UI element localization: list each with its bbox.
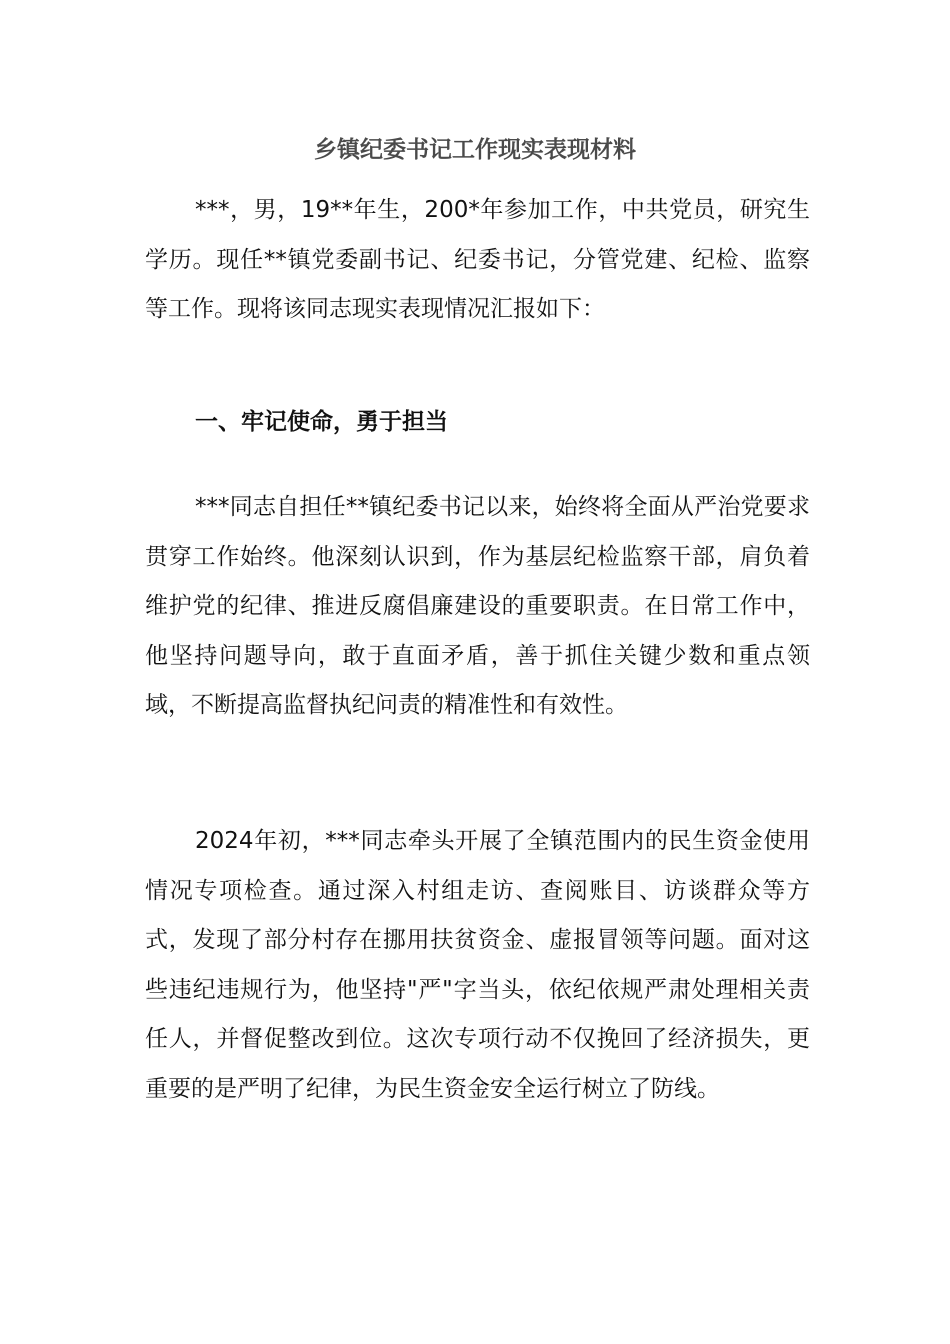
section-heading: 一、牢记使命，勇于担当 [195,409,448,435]
intro-paragraph: ***，男，19**年生，200*年参加工作，中共党员，研究生学历。现任**镇党委副书记、纪委书记，分管党建、纪检、监察等工作。现将该同志现实表现情况汇报如下： [145,197,810,322]
document-title: 乡镇纪委书记工作现实表现材料 [314,137,636,163]
body-paragraph: 2024年初，***同志牵头开展了全镇范围内的民生资金使用情况专项检查。通过深入村组走访、查阅账目、访谈群众等方式，发现了部分村存在挪用扶贫资金、虚报冒领等问题。面对这些违纪违规行为，他坚持"严"字当头，依纪依规严肃处理相关责任人，并督促整改到位。这次专项行动不仅挽回了经济损失，更重要的是严明了纪律，为民生资金安全运行树立了防线。 [145,828,810,1102]
body-paragraph: ***同志自担任**镇纪委书记以来，始终将全面从严治党要求贯穿工作始终。他深刻认识到，作为基层纪检监察干部，肩负着维护党的纪律、推进反腐倡廉建设的重要职责。在日常工作中，他坚持问题导向，敢于直面矛盾，善于抓住关键少数和重点领域，不断提高监督执纪问责的精准性和有效性。 [145,494,810,718]
